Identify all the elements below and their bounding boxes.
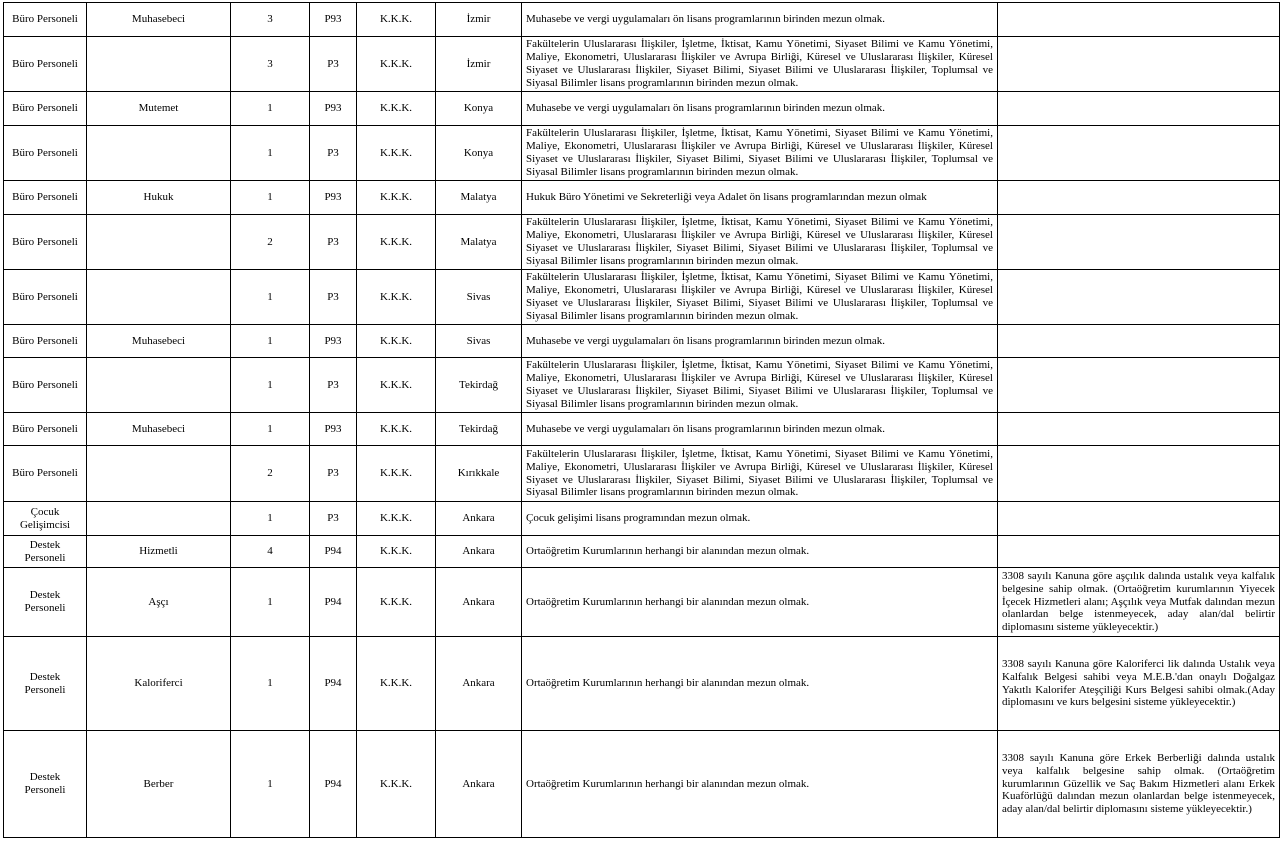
cell-kkk: K.K.K. <box>357 446 436 502</box>
cell-count: 2 <box>231 446 310 502</box>
cell-city: Konya <box>436 126 522 181</box>
cell-city: İzmir <box>436 37 522 92</box>
cell-code: P93 <box>310 92 357 126</box>
cell-title: Büro Personeli <box>4 126 87 181</box>
table-row <box>4 215 1280 270</box>
cell-city: Ankara <box>436 637 522 731</box>
cell-unit: Muhasebeci <box>87 413 231 446</box>
cell-count: 1 <box>231 637 310 731</box>
cell-unit: Hizmetli <box>87 536 231 568</box>
cell-extra-requirement <box>998 325 1280 358</box>
cell-requirement: Hukuk Büro Yönetimi ve Sekreterliği veya Adalet ön lisans programlarından mezun olmak <box>522 181 998 215</box>
cell-requirement: Muhasebe ve vergi uygulamaları ön lisans programlarının birinden mezun olmak. <box>522 92 998 126</box>
cell-unit <box>87 215 231 270</box>
table-row <box>4 502 1280 536</box>
table-row <box>4 568 1280 637</box>
cell-unit <box>87 270 231 325</box>
cell-requirement: Fakültelerin Uluslararası İlişkiler, İşletme, İktisat, Kamu Yönetimi, Siyaset Bilimi ve Kamu Yönetimi, Maliye, Ekonometri, Uluslararası İlişkiler ve Avrupa Birliği, Küresel ve Uluslararası İlişkiler, Küresel Siyaset ve Uluslararası İlişkiler, Siyaset Bilimi, Siyaset Bilimi ve Uluslararası İlişkiler, Toplumsal ve Siyasal Bilimler lisans programlarının birinden mezun olmak. <box>522 358 998 413</box>
cell-unit: Muhasebeci <box>87 325 231 358</box>
cell-count: 1 <box>231 358 310 413</box>
table-row <box>4 413 1280 446</box>
table-row <box>4 536 1280 568</box>
cell-unit: Berber <box>87 731 231 838</box>
cell-kkk: K.K.K. <box>357 413 436 446</box>
cell-kkk: K.K.K. <box>357 126 436 181</box>
cell-requirement: Fakültelerin Uluslararası İlişkiler, İşletme, İktisat, Kamu Yönetimi, Siyaset Bilimi ve Kamu Yönetimi, Maliye, Ekonometri, Uluslararası İlişkiler ve Avrupa Birliği, Küresel ve Uluslararası İlişkiler, Küresel Siyaset ve Uluslararası İlişkiler, Siyaset Bilimi, Siyaset Bilimi ve Uluslararası İlişkiler, Toplumsal ve Siyasal Bilimler lisans programlarının birinden mezun olmak. <box>522 446 998 502</box>
cell-unit <box>87 358 231 413</box>
cell-title: Büro Personeli <box>4 92 87 126</box>
cell-unit: Aşçı <box>87 568 231 637</box>
positions-table <box>3 2 1280 838</box>
cell-requirement: Muhasebe ve vergi uygulamaları ön lisans programlarının birinden mezun olmak. <box>522 413 998 446</box>
cell-kkk: K.K.K. <box>357 3 436 37</box>
cell-extra-requirement: 3308 sayılı Kanuna göre aşçılık dalında ustalık veya kalfalık belgesine sahip olmak. (Ortaöğretim kurumlarının Yiyecek İçecek Hizmetleri alanı; Aşçılık veya Mutfak dalından mezun olanlardan belge istenmeyecek, aday alan/dal belirtir diplomasını sisteme yükleyecektir.) <box>998 568 1280 637</box>
cell-code: P94 <box>310 536 357 568</box>
cell-code: P93 <box>310 325 357 358</box>
cell-unit <box>87 502 231 536</box>
table-row <box>4 92 1280 126</box>
cell-unit: Muhasebeci <box>87 3 231 37</box>
cell-requirement: Fakültelerin Uluslararası İlişkiler, İşletme, İktisat, Kamu Yönetimi, Siyaset Bilimi ve Kamu Yönetimi, Maliye, Ekonometri, Uluslararası İlişkiler ve Avrupa Birliği, Küresel ve Uluslararası İlişkiler, Küresel Siyaset ve Uluslararası İlişkiler, Siyaset Bilimi, Siyaset Bilimi ve Uluslararası İlişkiler, Toplumsal ve Siyasal Bilimler lisans programlarının birinden mezun olmak. <box>522 126 998 181</box>
cell-count: 1 <box>231 413 310 446</box>
cell-title: Destek Personeli <box>4 731 87 838</box>
cell-count: 3 <box>231 3 310 37</box>
cell-city: Konya <box>436 92 522 126</box>
cell-extra-requirement <box>998 181 1280 215</box>
cell-city: Ankara <box>436 568 522 637</box>
cell-kkk: K.K.K. <box>357 92 436 126</box>
cell-requirement: Fakültelerin Uluslararası İlişkiler, İşletme, İktisat, Kamu Yönetimi, Siyaset Bilimi ve Kamu Yönetimi, Maliye, Ekonometri, Uluslararası İlişkiler ve Avrupa Birliği, Küresel ve Uluslararası İlişkiler, Küresel Siyaset ve Uluslararası İlişkiler, Siyaset Bilimi, Siyaset Bilimi ve Uluslararası İlişkiler, Toplumsal ve Siyasal Bilimler lisans programlarının birinden mezun olmak. <box>522 270 998 325</box>
table-row <box>4 325 1280 358</box>
cell-requirement: Çocuk gelişimi lisans programından mezun olmak. <box>522 502 998 536</box>
cell-code: P3 <box>310 215 357 270</box>
cell-requirement: Ortaöğretim Kurumlarının herhangi bir alanından mezun olmak. <box>522 637 998 731</box>
cell-code: P3 <box>310 126 357 181</box>
cell-extra-requirement <box>998 3 1280 37</box>
cell-count: 2 <box>231 215 310 270</box>
cell-requirement: Ortaöğretim Kurumlarının herhangi bir alanından mezun olmak. <box>522 731 998 838</box>
cell-extra-requirement: 3308 sayılı Kanuna göre Kaloriferci lik dalında Ustalık veya Kalfalık Belgesi sahibi veya M.E.B.'dan onaylı Doğalgaz Yakıtlı Kalorifer Ateşçiliği Kurs Belgesi sahibi olmak.(Aday diplomasını ve kurs belgesini sisteme yükleyecektir.) <box>998 637 1280 731</box>
cell-extra-requirement <box>998 215 1280 270</box>
cell-code: P94 <box>310 731 357 838</box>
cell-extra-requirement <box>998 536 1280 568</box>
cell-code: P3 <box>310 502 357 536</box>
cell-city: Ankara <box>436 536 522 568</box>
cell-title: Çocuk Gelişimcisi <box>4 502 87 536</box>
cell-unit: Kaloriferci <box>87 637 231 731</box>
cell-code: P93 <box>310 413 357 446</box>
table-row <box>4 3 1280 37</box>
cell-extra-requirement <box>998 92 1280 126</box>
cell-city: Ankara <box>436 502 522 536</box>
cell-count: 1 <box>231 92 310 126</box>
cell-requirement: Fakültelerin Uluslararası İlişkiler, İşletme, İktisat, Kamu Yönetimi, Siyaset Bilimi ve Kamu Yönetimi, Maliye, Ekonometri, Uluslararası İlişkiler ve Avrupa Birliği, Küresel ve Uluslararası İlişkiler, Küresel Siyaset ve Uluslararası İlişkiler, Siyaset Bilimi, Siyaset Bilimi ve Uluslararası İlişkiler, Toplumsal ve Siyasal Bilimler lisans programlarının birinden mezun olmak. <box>522 215 998 270</box>
cell-title: Destek Personeli <box>4 568 87 637</box>
table-row <box>4 358 1280 413</box>
cell-count: 3 <box>231 37 310 92</box>
cell-code: P3 <box>310 37 357 92</box>
cell-unit <box>87 126 231 181</box>
cell-extra-requirement <box>998 37 1280 92</box>
cell-count: 1 <box>231 731 310 838</box>
cell-unit <box>87 37 231 92</box>
cell-city: İzmir <box>436 3 522 37</box>
cell-extra-requirement: 3308 sayılı Kanuna göre Erkek Berberliği dalında ustalık veya kalfalık belgesine sahip olmak. (Ortaöğretim kurumlarının Güzellik ve Saç Bakım Hizmetleri alanı Erkek Kuaförlüğü dalından mezun olanlardan belge istenmeyecek, aday alan/dal belirtir diplomasını sisteme yükleyecektir.) <box>998 731 1280 838</box>
cell-requirement: Ortaöğretim Kurumlarının herhangi bir alanından mezun olmak. <box>522 568 998 637</box>
cell-code: P93 <box>310 181 357 215</box>
table-row <box>4 270 1280 325</box>
cell-extra-requirement <box>998 358 1280 413</box>
cell-kkk: K.K.K. <box>357 181 436 215</box>
cell-kkk: K.K.K. <box>357 731 436 838</box>
table-row <box>4 446 1280 502</box>
cell-title: Büro Personeli <box>4 37 87 92</box>
cell-count: 1 <box>231 568 310 637</box>
cell-count: 1 <box>231 126 310 181</box>
cell-title: Büro Personeli <box>4 3 87 37</box>
cell-unit: Hukuk <box>87 181 231 215</box>
table-row <box>4 37 1280 92</box>
cell-title: Büro Personeli <box>4 215 87 270</box>
cell-kkk: K.K.K. <box>357 637 436 731</box>
cell-city: Sivas <box>436 270 522 325</box>
cell-kkk: K.K.K. <box>357 568 436 637</box>
cell-requirement: Fakültelerin Uluslararası İlişkiler, İşletme, İktisat, Kamu Yönetimi, Siyaset Bilimi ve Kamu Yönetimi, Maliye, Ekonometri, Uluslararası İlişkiler ve Avrupa Birliği, Küresel ve Uluslararası İlişkiler, Küresel Siyaset ve Uluslararası İlişkiler, Siyaset Bilimi, Siyaset Bilimi ve Uluslararası İlişkiler, Toplumsal ve Siyasal Bilimler lisans programlarının birinden mezun olmak. <box>522 37 998 92</box>
cell-title: Büro Personeli <box>4 413 87 446</box>
cell-unit <box>87 446 231 502</box>
cell-kkk: K.K.K. <box>357 37 436 92</box>
cell-count: 1 <box>231 181 310 215</box>
cell-code: P93 <box>310 3 357 37</box>
cell-title: Destek Personeli <box>4 637 87 731</box>
cell-title: Büro Personeli <box>4 181 87 215</box>
cell-title: Büro Personeli <box>4 446 87 502</box>
cell-code: P3 <box>310 446 357 502</box>
cell-city: Ankara <box>436 731 522 838</box>
table-row <box>4 181 1280 215</box>
cell-code: P94 <box>310 568 357 637</box>
cell-title: Büro Personeli <box>4 325 87 358</box>
cell-requirement: Muhasebe ve vergi uygulamaları ön lisans programlarının birinden mezun olmak. <box>522 3 998 37</box>
cell-title: Büro Personeli <box>4 358 87 413</box>
cell-extra-requirement <box>998 413 1280 446</box>
cell-title: Destek Personeli <box>4 536 87 568</box>
cell-count: 1 <box>231 325 310 358</box>
cell-code: P3 <box>310 358 357 413</box>
cell-kkk: K.K.K. <box>357 502 436 536</box>
cell-extra-requirement <box>998 502 1280 536</box>
cell-extra-requirement <box>998 446 1280 502</box>
table-row <box>4 637 1280 731</box>
table-row <box>4 126 1280 181</box>
cell-city: Sivas <box>436 325 522 358</box>
cell-kkk: K.K.K. <box>357 215 436 270</box>
cell-kkk: K.K.K. <box>357 325 436 358</box>
cell-kkk: K.K.K. <box>357 270 436 325</box>
cell-kkk: K.K.K. <box>357 358 436 413</box>
cell-count: 1 <box>231 502 310 536</box>
cell-unit: Mutemet <box>87 92 231 126</box>
cell-extra-requirement <box>998 270 1280 325</box>
table-body <box>4 3 1280 838</box>
cell-code: P3 <box>310 270 357 325</box>
cell-city: Malatya <box>436 215 522 270</box>
cell-code: P94 <box>310 637 357 731</box>
cell-city: Malatya <box>436 181 522 215</box>
cell-requirement: Muhasebe ve vergi uygulamaları ön lisans programlarının birinden mezun olmak. <box>522 325 998 358</box>
cell-kkk: K.K.K. <box>357 536 436 568</box>
cell-title: Büro Personeli <box>4 270 87 325</box>
cell-requirement: Ortaöğretim Kurumlarının herhangi bir alanından mezun olmak. <box>522 536 998 568</box>
cell-city: Tekirdağ <box>436 413 522 446</box>
cell-extra-requirement <box>998 126 1280 181</box>
table-row <box>4 731 1280 838</box>
cell-city: Kırıkkale <box>436 446 522 502</box>
cell-city: Tekirdağ <box>436 358 522 413</box>
cell-count: 1 <box>231 270 310 325</box>
cell-count: 4 <box>231 536 310 568</box>
